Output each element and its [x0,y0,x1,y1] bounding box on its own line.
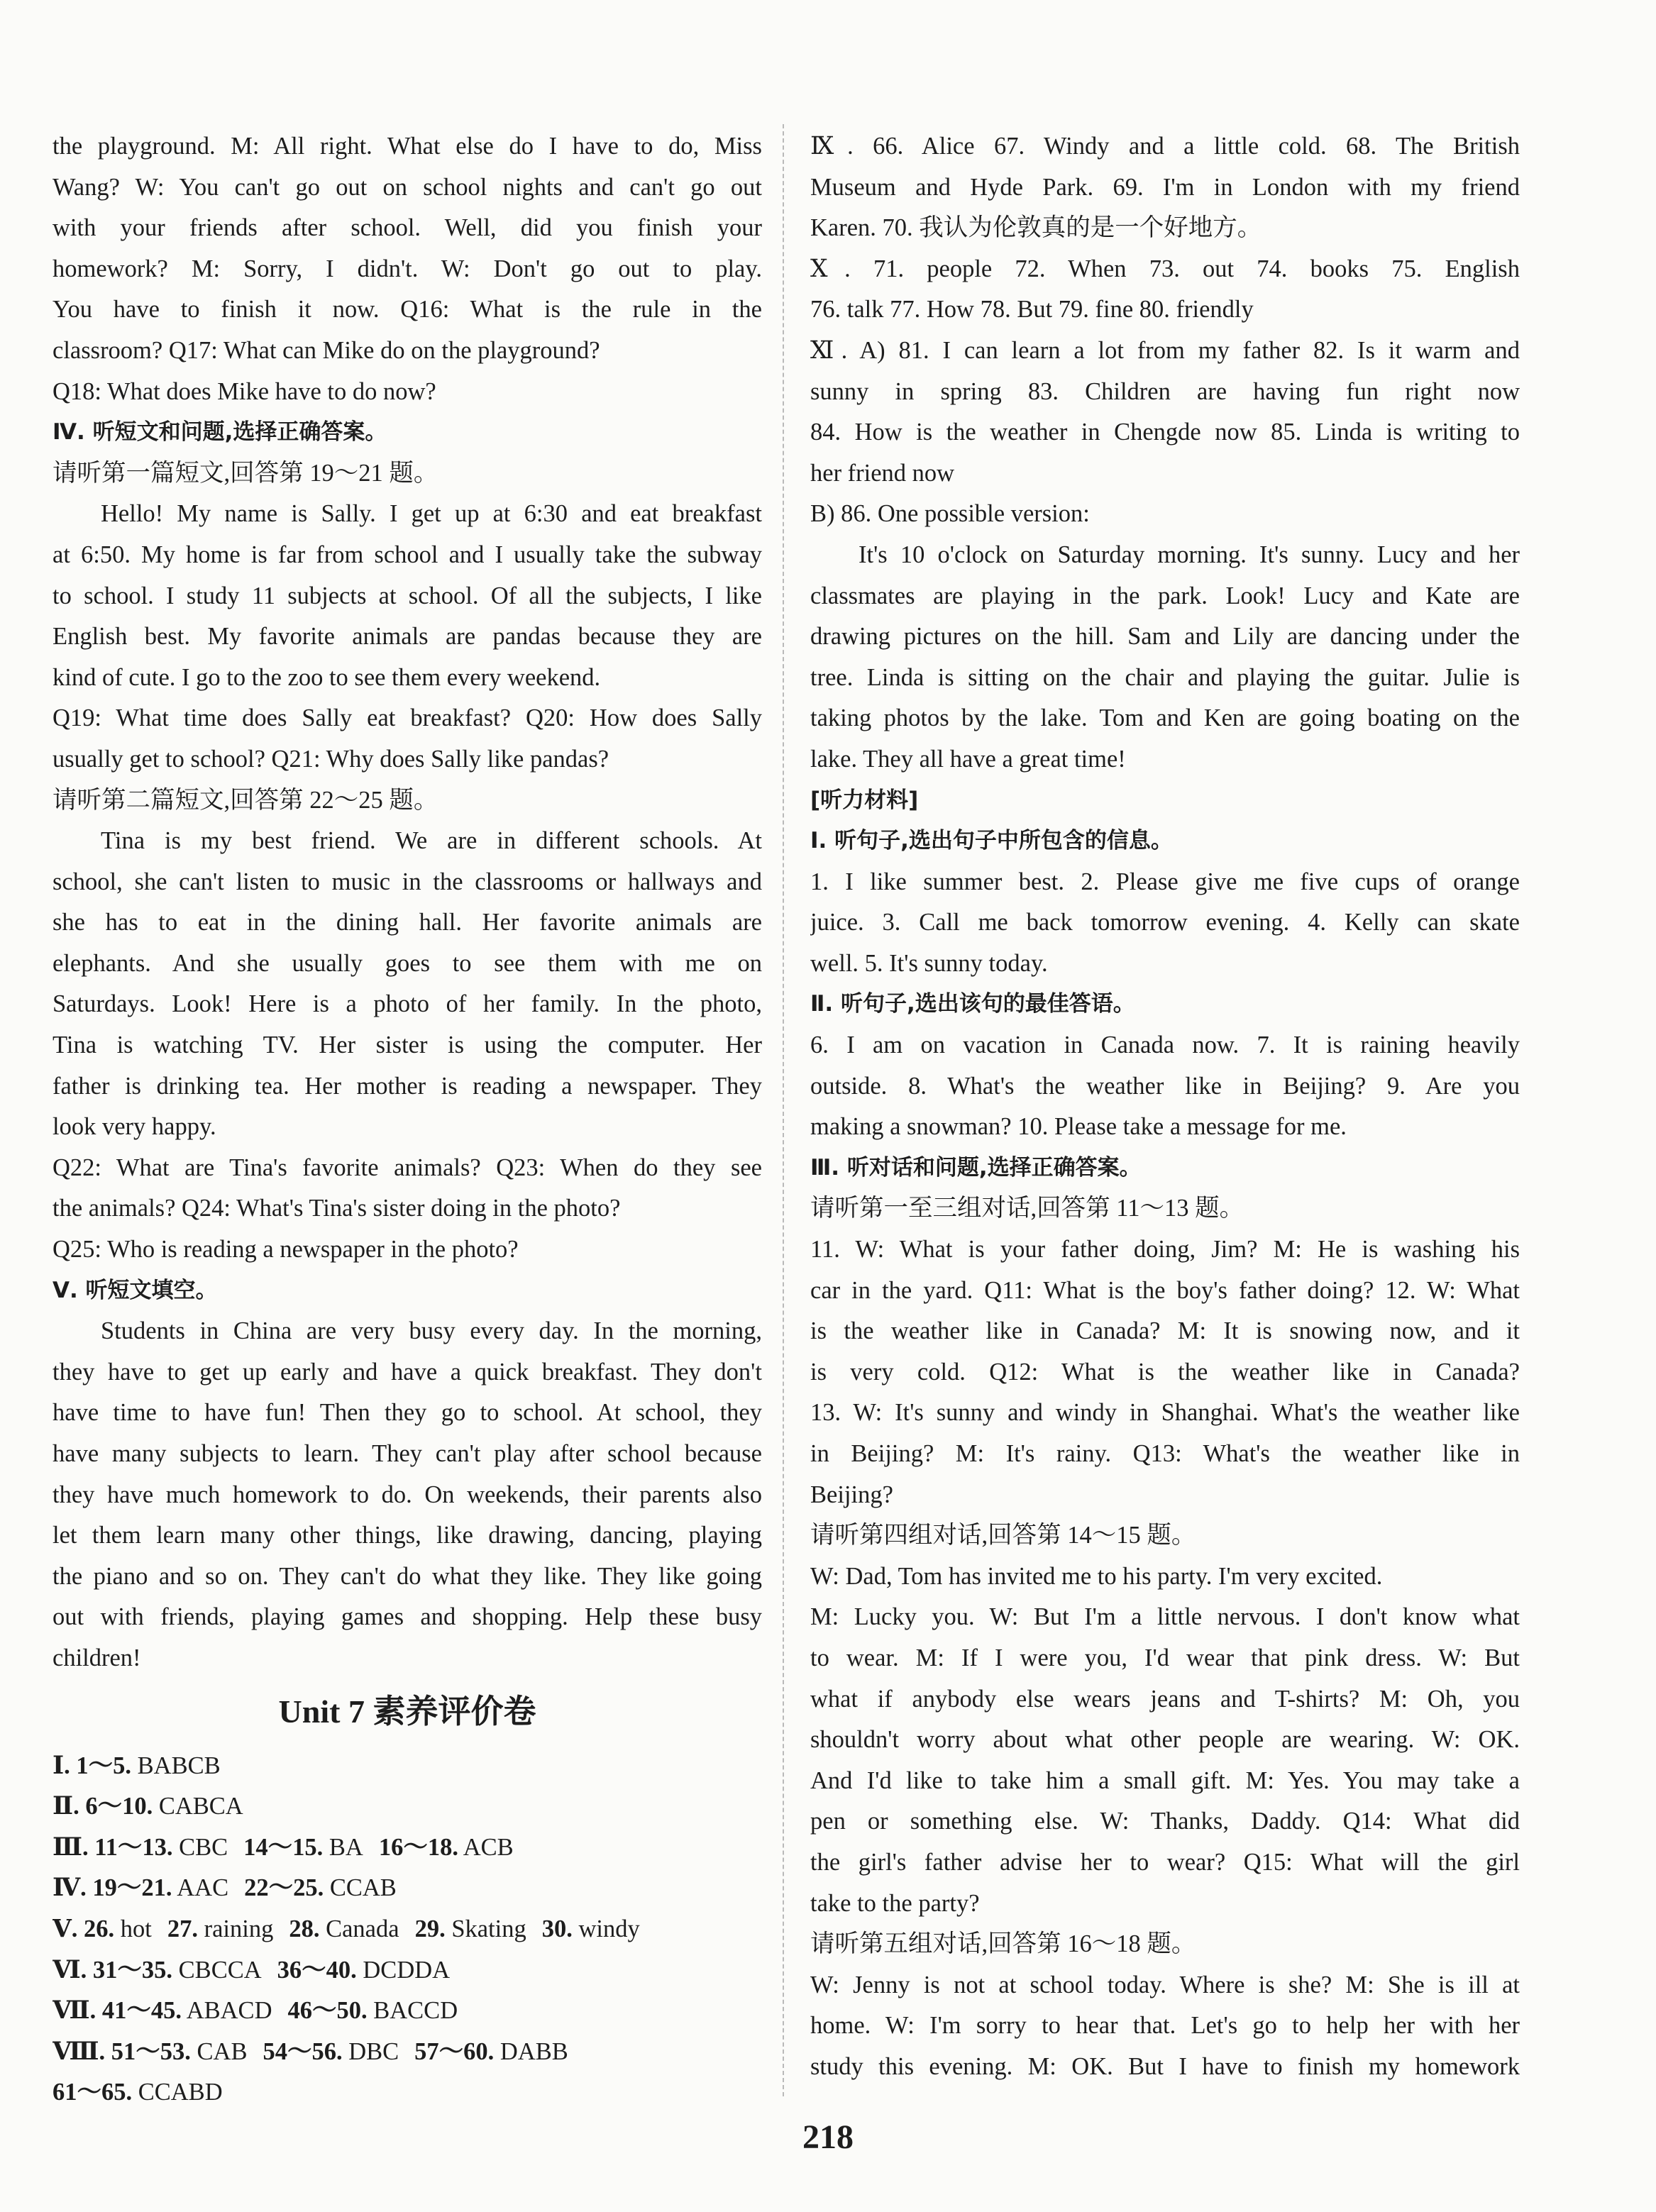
text-line: to wear. M: If I were you, I'd wear that pink dress. W: But [810,1644,1520,1671]
answer-value: BA [329,1833,363,1861]
text-line: they have much homework to do. On weekends, their parents also [53,1481,762,1508]
answer-line: Ⅹ. 71. people 72. When 73. out 74. books 75. English [810,255,1520,282]
answer-row [53,2072,762,2113]
answer-row [53,1868,762,1909]
answer-line: 76. talk 77. How 78. But 79. fine 80. friendly [810,296,1254,323]
passage-sally [53,494,762,698]
passage-students [53,1311,762,1679]
answer-value: DABB [499,2037,568,2065]
answer-line: sunny in spring 83. Children are having fun right now [810,377,1520,405]
answer-row [53,2032,762,2073]
section-heading: Ⅰ. 听句子,选出句子中所包含的信息。 [810,828,1173,854]
instruction: 请听第五组对话,回答第 16～18 题。 [810,1930,1196,1958]
text-line: Wang? W: You can't go out on school nights and can't go out [53,173,762,201]
answer-value: CCAB [329,1874,397,1902]
question-line: usually get to school? Q21: Why does Sally like pandas? [53,745,609,773]
section-heading: Ⅲ. 听对话和问题,选择正确答案。 [810,1154,1142,1180]
answer-value: ABACD [186,1997,272,2025]
text-line: in Beijing? M: It's rainy. Q13: What's the weather like in [810,1440,1520,1467]
text-line: 11. W: What is your father doing, Jim? M: He is washing his [810,1236,1520,1263]
answer-value: CABCA [158,1793,243,1820]
left-column [53,126,762,2113]
text-line: making a snowman? 10. Please take a message for me. [810,1113,1347,1141]
text-line: she has to eat in the dining hall. Her favorite animals are [53,909,762,936]
answer-range: 1～5. [76,1752,132,1779]
text-line: let them learn many other things, like drawing, dancing, playing [53,1522,762,1549]
text-line: English best. My favorite animals are pandas because they are [53,623,762,651]
answer-value: CBC [179,1833,228,1861]
text-line: Beijing? [810,1481,893,1508]
section-heading: Ⅴ. 听短文填空。 [53,1277,218,1303]
answer-range: 36～40. [277,1956,357,1984]
instruction: 请听第一篇短文,回答第 19～21 题。 [53,459,438,487]
text-line: the playground. M: All right. What else do I have to do, Miss [53,133,762,160]
text-line: they have to get up early and have a quick breakfast. They don't [53,1358,762,1386]
answer-line: 84. How is the weather in Chengde now 85. Linda is writing to [810,419,1520,446]
text-line: M: Lucky you. W: But I'm a little nervous. I don't know what [810,1603,1520,1631]
answer-section-number: Ⅳ. [53,1874,87,1902]
instruction: 请听第一至三组对话,回答第 11～13 题。 [810,1195,1244,1222]
text-line: taking photos by the lake. Tom and Ken are going boating on the [810,704,1520,732]
text-line: 1. I like summer best. 2. Please give me five cups of orange [810,868,1520,895]
text-line: Hello! My name is Sally. I get up at 6:30 and eat breakfast [101,500,762,528]
answer-range: 29. [414,1915,446,1942]
answer-value: Canada [326,1915,399,1942]
text-line: what if anybody else wears jeans and T-shirts? M: Oh, you [810,1685,1520,1713]
answer-section-number: Ⅶ. [53,1997,96,2025]
question-line: the animals? Q24: What's Tina's sister doing in the photo? [53,1195,621,1222]
instruction: 请听第四组对话,回答第 14～15 题。 [810,1522,1196,1549]
answer-line: B) 86. One possible version: [810,500,1090,528]
text-line: pen or something else. W: Thanks, Daddy. Q14: What did [810,1808,1520,1835]
listening-title: [听力材料] [810,787,919,813]
answer-value: DBC [348,2037,399,2065]
answer-section-number: Ⅰ. [53,1752,70,1779]
answer-range: 51～53. [111,2037,191,2065]
answer-line: her friend now [810,459,955,487]
text-line: elephants. And she usually goes to see them with me on [53,949,762,977]
answer-range: 27. [167,1915,198,1942]
text-line: home. W: I'm sorry to hear that. Let's go to help her with her [810,2012,1520,2040]
sample-essay [810,535,1520,780]
text-line: Tina is watching TV. Her sister is using the computer. Her [53,1032,762,1059]
text-line: have many subjects to learn. They can't play after school because [53,1440,762,1467]
answer-range: 54～56. [263,2037,343,2065]
answer-line: Karen. 70. 我认为伦敦真的是一个好地方。 [810,214,1262,242]
text-line: out with friends, playing games and shopping. Help these busy [53,1603,762,1631]
text-line: the girl's father advise her to wear? Q15: What will the girl [810,1848,1520,1876]
answer-value: BACCD [373,1997,458,2025]
answer-section-number: Ⅵ. [53,1956,87,1984]
answer-section-number: Ⅱ. [53,1793,79,1820]
text-line: Q18: What does Mike have to do now? [53,377,436,405]
text-line: juice. 3. Call me back tomorrow evening. 4. Kelly can skate [810,909,1520,936]
answer-key [53,1746,762,2113]
text-line: W: Dad, Tom has invited me to his party. I'm very excited. [810,1562,1383,1590]
text-line: children! [53,1644,141,1671]
question-line: Q19: What time does Sally eat breakfast? Q20: How does Sally [53,704,762,732]
answer-range: 57～60. [414,2037,495,2065]
answer-value: raining [204,1915,274,1942]
answer-range: 31～35. [92,1956,173,1984]
answer-row [53,1909,762,1950]
answer-range: 41～45. [101,1997,182,2025]
answer-value: windy [578,1915,640,1942]
text-line: Students in China are very busy every day. In the morning, [101,1317,762,1345]
answer-row [53,1746,762,1787]
answer-range: 11～13. [94,1833,173,1861]
text-line: homework? M: Sorry, I didn't. W: Don't go out to play. [53,255,762,282]
answer-range: 6～10. [85,1793,153,1820]
answer-value: CBCCA [178,1956,262,1984]
answer-value: DCDDA [363,1956,451,1984]
answer-line: Ⅸ. 66. Alice 67. Windy and a little cold. 68. The British [810,133,1520,160]
text-line: Tina is my best friend. We are in different schools. At [101,827,762,855]
text-line: 13. W: It's sunny and windy in Shanghai. What's the weather like [810,1399,1520,1427]
text-line: outside. 8. What's the weather like in Beijing? 9. Are you [810,1072,1520,1100]
text-line: And I'd like to take him a small gift. M: Yes. You may take a [810,1766,1520,1794]
dialogue-continuation [53,126,762,412]
text-line: tree. Linda is sitting on the chair and playing the guitar. Julie is [810,663,1520,691]
text-line: is very cold. Q12: What is the weather like in Canada? [810,1358,1520,1386]
answer-range: 61～65. [53,2079,133,2106]
text-line: classroom? Q17: What can Mike do on the playground? [53,336,600,364]
text-line: father is drinking tea. Her mother is reading a newspaper. They [53,1072,762,1100]
answer-section-number: Ⅲ. [53,1833,89,1861]
text-line: kind of cute. I go to the zoo to see them every weekend. [53,663,601,691]
section-heading: Ⅳ. 听短文和问题,选择正确答案。 [53,419,387,446]
answer-range: 16～18. [378,1833,458,1861]
answer-value: CCABD [138,2079,223,2106]
question-line: Q25: Who is reading a newspaper in the photo? [53,1236,519,1263]
answer-range: 26. [84,1915,115,1942]
answer-row [53,1991,762,2032]
answer-line: Ⅺ. A) 81. I can learn a lot from my father 82. Is it warm and [810,336,1520,364]
right-column [810,126,1520,2088]
passage-tina [53,821,762,1148]
answer-value: CAB [197,2037,248,2065]
answer-value: BABCB [137,1752,221,1779]
answer-value: AAC [177,1874,229,1902]
text-line: lake. They all have a great time! [810,745,1126,773]
answer-range: 19～21. [92,1874,172,1902]
text-line: with your friends after school. Well, did you finish your [53,214,762,242]
answer-range: 30. [541,1915,573,1942]
column-divider [783,124,784,2096]
unit-title: Unit 7 素养评价卷 [278,1693,536,1730]
text-line: take to the party? [810,1889,980,1917]
text-line: is the weather like in Canada? M: It is snowing now, and it [810,1317,1520,1345]
answer-value: Skating [451,1915,526,1942]
answer-range: 14～15. [243,1833,324,1861]
text-line: have time to have fun! Then they go to school. At school, they [53,1399,762,1427]
text-line: drawing pictures on the hill. Sam and Lily are dancing under the [810,623,1520,651]
text-line: Saturdays. Look! Here is a photo of her family. In the photo, [53,990,762,1018]
instruction: 请听第二篇短文,回答第 22～25 题。 [53,786,438,814]
text-line: It's 10 o'clock on Saturday morning. It's sunny. Lucy and her [859,541,1520,568]
answer-row [53,1827,762,1869]
section-heading: Ⅱ. 听句子,选出该句的最佳答语。 [810,991,1135,1017]
text-line: 6. I am on vacation in Canada now. 7. It is raining heavily [810,1032,1520,1059]
page-number: 218 [802,2118,854,2156]
answer-section-number: Ⅷ. [53,2037,106,2065]
text-line: shouldn't worry about what other people are wearing. W: OK. [810,1726,1520,1754]
answer-section-number: Ⅴ. [53,1915,78,1942]
text-line: at 6:50. My home is far from school and I usually take the subway [53,541,762,568]
text-line: classmates are playing in the park. Look! Lucy and Kate are [810,582,1520,609]
answer-row [53,1786,762,1827]
text-line: study this evening. M: OK. But I have to finish my homework [810,2052,1520,2080]
text-line: You have to finish it now. Q16: What is the rule in the [53,296,762,323]
answer-range: 22～25. [244,1874,324,1902]
text-line: the piano and so on. They can't do what they like. They like going [53,1562,762,1590]
text-line: well. 5. It's sunny today. [810,949,1048,977]
answer-value: ACB [463,1833,514,1861]
text-line: school, she can't listen to music in the classrooms or hallways and [53,868,762,895]
question-line: Q22: What are Tina's favorite animals? Q23: When do they see [53,1154,762,1181]
answer-range: 46～50. [287,1997,368,2025]
text-line: to school. I study 11 subjects at school. Of all the subjects, I like [53,582,762,609]
answer-value: hot [120,1915,152,1942]
answer-range: 28. [289,1915,320,1942]
text-line: W: Jenny is not at school today. Where is she? M: She is ill at [810,1971,1520,1998]
answer-row [53,1950,762,1991]
text-line: look very happy. [53,1113,216,1141]
answer-line: Museum and Hyde Park. 69. I'm in London with my friend [810,173,1520,201]
text-line: car in the yard. Q11: What is the boy's father doing? 12. W: What [810,1276,1520,1304]
